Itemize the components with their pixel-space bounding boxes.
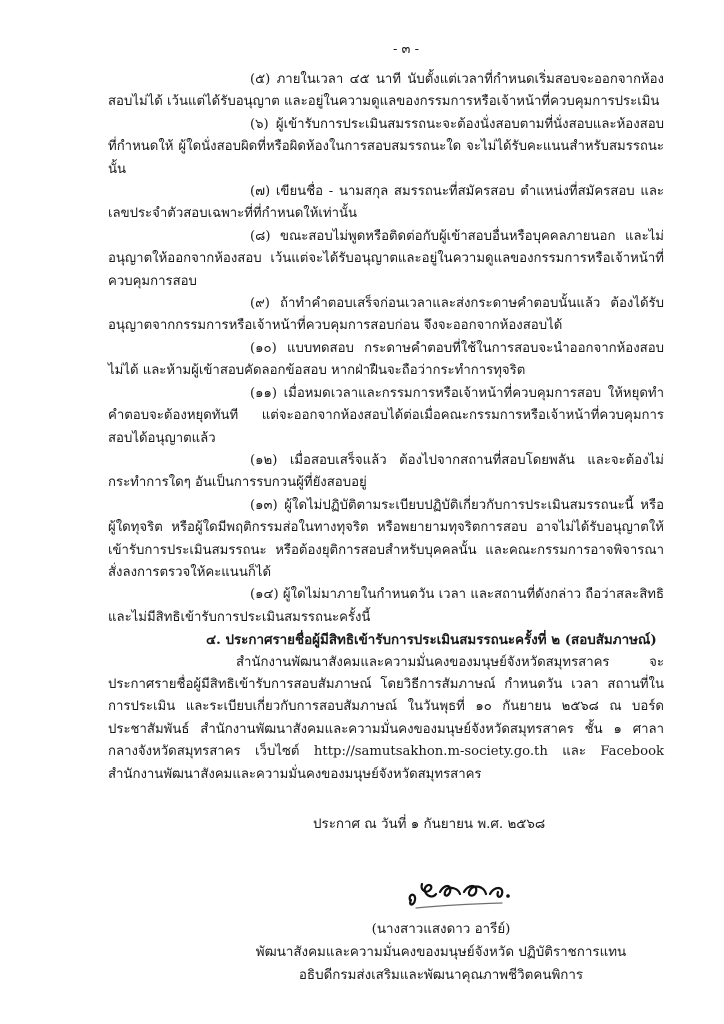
signatory-position-1: พัฒนาสังคมและความมั่นคงของมนุษย์จังหวัด ปฏิบัติราชการแทน [255,945,627,960]
handwritten-signature-icon [406,870,516,914]
page-number: - ๓ - [393,42,419,57]
rule-6: (๖) ผู้เข้ารับการประเมินสมรรถนะจะต้องนั่งสอบตามที่นั่งสอบและห้องสอบที่กำหนดให้ ผู้ใดนั่งสอบผิดที่หรือผิดห้องในการสอบสมรรถนะใด จะไม่ได้รับคะแนนสำหรับสมรรถนะนั้น [108,116,664,177]
rule-14: (๑๔) ผู้ใดไม่มาภายในกำหนดวัน เวลา และสถานที่ดังกล่าว ถือว่าสละสิทธิและไม่มีสิทธิเข้ารับการประเมินสมรรถนะครั้งนี้ [108,587,664,625]
section-4-title: ๔. ประกาศรายชื่อผู้มีสิทธิเข้ารับการประเมินสมรรถนะครั้งที่ ๒ (สอบสัมภาษณ์) [206,632,657,649]
signatory-position-2: อธิบดีกรมส่งเสริมและพัฒนาคุณภาพชีวิตคนพิการ [298,968,584,983]
rule-8: (๘) ขณะสอบไม่พูดหรือติดต่อกับผู้เข้าสอบอื่นหรือบุคคลภายนอก และไม่อนุญาตให้ออกจากห้องสอบ เว้นแต่จะได้รับอนุญาตและอยู่ในความดูแลของกรรมการหรือเจ้าหน้าที่ควบคุมการสอบ [108,228,664,289]
rule-10: (๑๐) แบบทดสอบ กระดาษคำตอบที่ใช้ในการสอบจะนำออกจากห้องสอบไม่ได้ และห้ามผู้เข้าสอบคัดลอกข้อสอบ หากฝ่าฝืนจะถือว่ากระทำการทุจริต [108,340,664,379]
rule-13: (๑๓) ผู้ใดไม่ปฏิบัติตามระเบียบปฏิบัติเกี่ยวกับการประเมินสมรรถนะนี้ หรือผู้ใดทุจริต หรือผู้ใดมีพฤติกรรมส่อในทางทุจริต หรือพยายามทุจริตการสอบ อาจไม่ได้รับอนุญาตให้เข้ารับการประเมินสมรรถนะ หรือต้องยุติการสอบสำหรับบุคคลนั้น และคณะกรรมการอาจพิจารณาสั่งลงการตรวจให้คะแนนก็ได้ [108,497,664,580]
rule-9: (๙) ถ้าทำคำตอบเสร็จก่อนเวลาและส่งกระดาษคำตอบนั้นแล้ว ต้องได้รับอนุญาตจากกรรมการหรือเจ้าหน้าที่ควบคุมการสอบก่อน จึงจะออกจากห้องสอบได้ [108,296,664,334]
signatory-block [108,918,664,987]
rules-list [108,69,664,629]
rule-5: (๕) ภายในเวลา ๔๕ นาที นับตั้งแต่เวลาที่กำหนดเริ่มสอบจะออกจากห้องสอบไม่ได้ เว้นแต่ได้รับอนุญาต และอยู่ในความดูแลของกรรมการหรือเจ้าหน้าที่ควบคุมการประเมิน [108,72,664,110]
signatory-name: (นางสาวแสงดาว อารีย์) [371,922,511,937]
rule-12: (๑๒) เมื่อสอบเสร็จแล้ว ต้องไปจากสถานที่สอบโดยพลัน และจะต้องไม่กระทำการใดๆ อันเป็นการรบกวนผู้ที่ยังสอบอยู่ [108,452,664,491]
signature [108,870,664,918]
announcement-date: ประกาศ ณ วันที่ ๑ กันยายน พ.ศ. ๒๕๖๘ [313,817,546,832]
rule-11: (๑๑) เมื่อหมดเวลาและกรรมการหรือเจ้าหน้าที่ควบคุมการสอบ ให้หยุดทำคำตอบจะต้องหยุดทันที แต่จะออกจากห้องสอบได้ต่อเมื่อคณะกรรมการหรือเจ้าหน้าที่ควบคุมการสอบได้อนุญาตแล้ว [108,385,664,446]
rule-7: (๗) เขียนชื่อ - นามสกุล สมรรถนะที่สมัครสอบ ตำแหน่งที่สมัครสอบ และเลขประจำตัวสอบเฉพาะที่ที่กำหนดให้เท่านั้น [108,184,664,222]
section-4-body: สำนักงานพัฒนาสังคมและความมั่นคงของมนุษย์จังหวัดสมุทรสาคร จะประกาศรายชื่อผู้มีสิทธิเข้ารับการสอบสัมภาษณ์ โดยวิธีการสัมภาษณ์ กำหนดวัน เวลา สถานที่ในการประเมิน และระเบียบเกี่ยวกับการสอบสัมภาษณ์ ในวันพุธที่ ๑๐ กันยายน ๒๕๖๘ ณ บอร์ดประชาสัมพันธ์ สำนักงานพัฒนาสังคมและความมั่นคงของมนุษย์จังหวัดสมุทรสาคร ชั้น ๑ ศาลากลางจังหวัดสมุทรสาคร เว็บไซต์ http://samutsakhon.m-society.go.th และ Facebook สำนักงานพัฒนาสังคมและความมั่นคงของมนุษย์จังหวัดสมุทรสาคร [108,654,664,782]
